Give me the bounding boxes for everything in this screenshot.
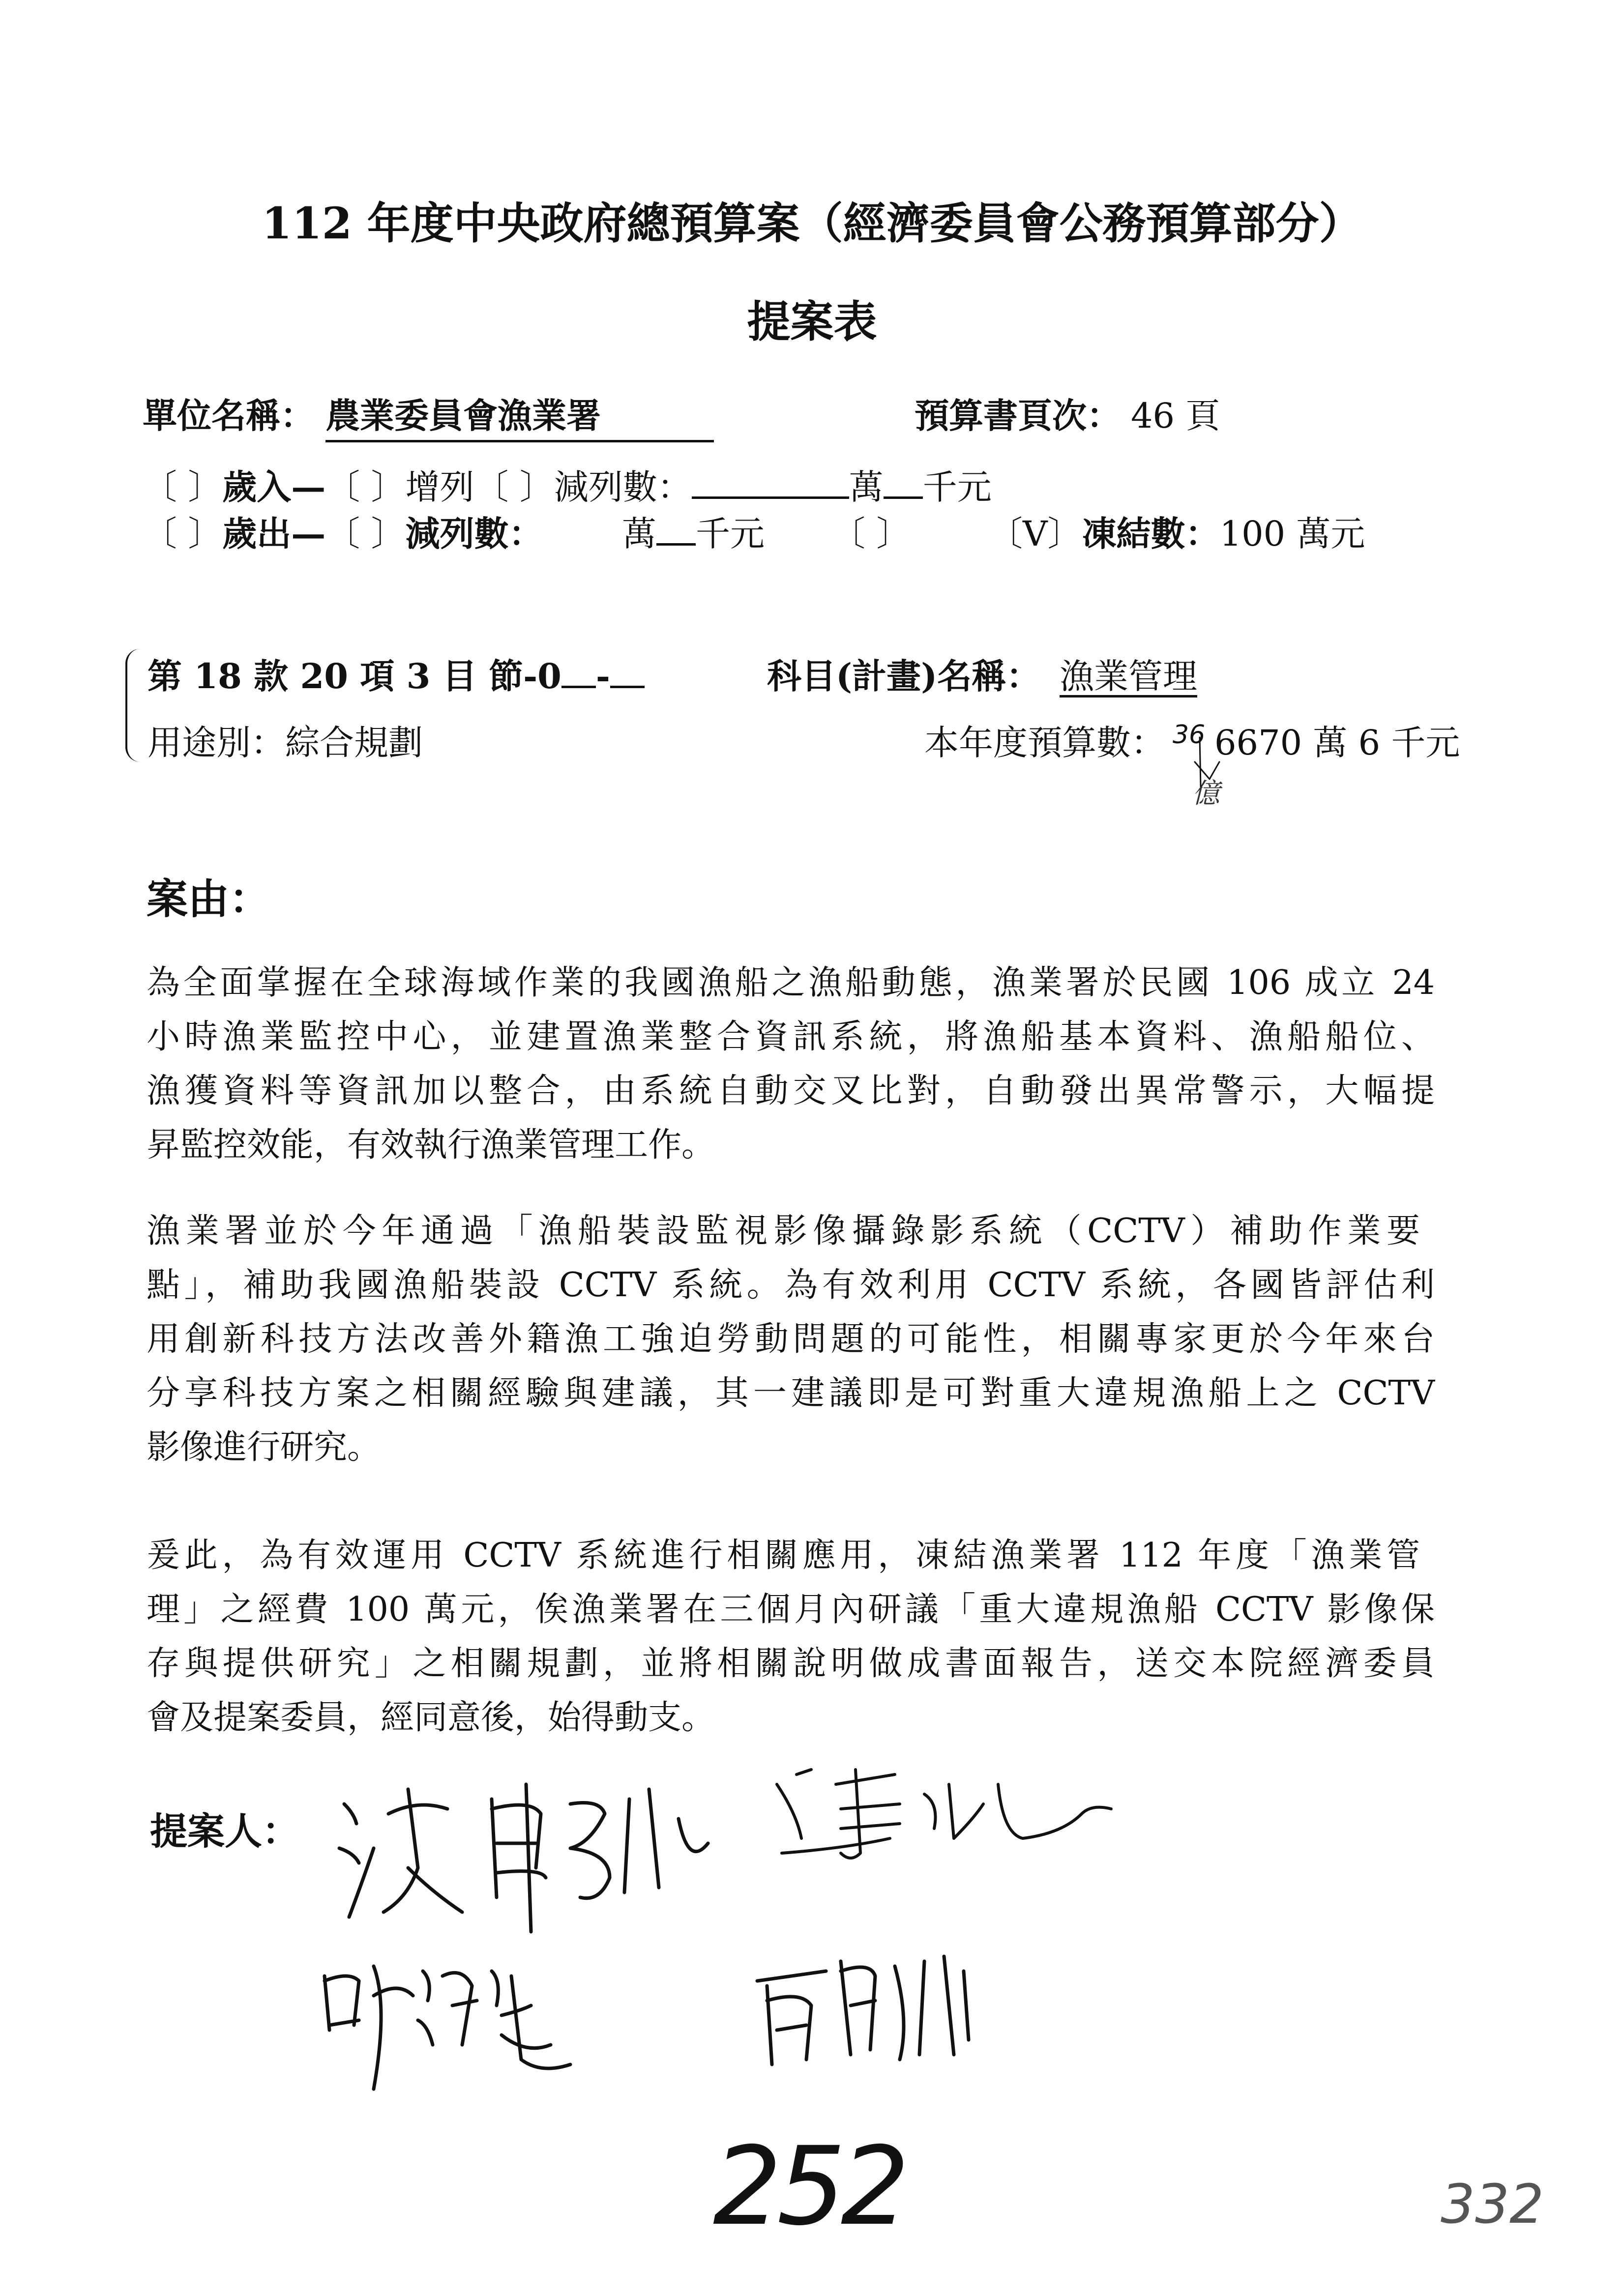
handwritten-page-number: 252 [713,2123,905,2249]
paragraph-line: 漁獲資料等資訊加以整合，由系統自動交叉比對，自動發出異常警示，大幅提 [147,1072,1435,1110]
budget-page-value: 46 頁 [1131,396,1220,436]
paragraph-line: 會及提案委員，經同意後，始得動支。 [147,1698,715,1737]
expense-wan-unit: 萬 [622,514,656,554]
section-dash: - [595,656,610,697]
paragraph-line: 理」之經費 100 萬元，俟漁業署在三個月內研議「重大違規漁船 CCTV 影像保 [147,1590,1435,1629]
revenue-increase-checkbox[interactable]: 〔 〕 [325,467,406,507]
expense-other-checkbox[interactable]: 〔 〕 [831,514,911,554]
expense-qian-unit: 千元 [696,514,765,554]
revenue-wan-blank[interactable] [692,496,849,499]
paragraph-line: 存與提供研究」之相關規劃，並將相關說明做成書面報告，送交本院經濟委員 [147,1644,1435,1683]
paragraph-line: 用創新科技方法改善外籍漁工強迫勞動問題的可能性，相關專家更於今年來台 [147,1320,1435,1359]
item-section [148,649,645,698]
paragraph-line: 漁業署並於今年通過「漁船裝設監視影像攝錄影系統（CCTV）補助作業要 [147,1212,1420,1250]
item-brace [125,649,142,762]
revenue-label: 歲入— [222,466,326,507]
freeze-value: 100 萬元 [1219,514,1365,554]
document-subtitle: 提案表 [747,296,877,347]
section-blank-1[interactable] [561,685,596,688]
freeze-checkbox[interactable]: 〔V〕 [988,514,1082,554]
budget-label: 本年度預算數： [924,723,1165,763]
revenue-decrease-label: 減列數： [554,467,692,507]
section-text: 第 18 款 20 項 3 目 節-0 [148,656,561,697]
usage-text: 用途別：綜合規劃 [148,723,423,763]
budget-page-label: 預算書頁次： [915,395,1121,436]
expense-decrease-label: 減列數： [405,513,543,554]
paragraph-line: 小時漁業監控中心，並建置漁業整合資訊系統，將漁船基本資料、漁船船位、 [147,1017,1435,1056]
budget-handwritten-correction: 36 [1173,720,1206,750]
revenue-qian-unit: 千元 [922,467,992,507]
subject-label: 科目(計畫)名稱： [767,656,1041,697]
paragraph-line: 為全面掌握在全球海域作業的我國漁船之漁船動態，漁業署於民國 106 成立 24 [147,963,1435,1002]
subject-value: 漁業管理 [1060,656,1197,697]
revenue-wan-unit: 萬 [849,467,884,507]
budget-handwritten-unit: 億 [1192,778,1220,810]
unit-name-label: 單位名稱： [143,395,315,436]
expense-checkbox[interactable]: 〔 〕 [143,514,223,554]
paragraph-line: 爰此，為有效運用 CCTV 系統進行相關應用，凍結漁業署 112 年度「漁業管 [147,1536,1420,1575]
paragraph-line: 點」，補助我國漁船裝設 CCTV 系統。為有效利用 CCTV 系統，各國皆評估利 [147,1266,1435,1305]
section-blank-2[interactable] [610,685,645,688]
handwritten-corner-number: 332 [1441,2173,1544,2236]
revenue-qian-blank[interactable] [884,496,923,499]
case-heading: 案由： [147,874,271,923]
paragraph-line: 影像進行研究。 [147,1428,381,1467]
revenue-row [143,460,992,509]
freeze-row [988,506,1365,556]
expense-row [143,506,543,556]
paragraph-line: 昇監控效能，有效執行漁業管理工作。 [147,1126,715,1164]
expense-amount [622,506,765,556]
signature-2 [767,1755,1111,1868]
paragraph-line: 分享科技方案之相關經驗與建議，其一建議即是可對重大違規漁船上之 CCTV [147,1374,1435,1413]
revenue-checkbox[interactable]: 〔 〕 [143,467,223,507]
signature-4 [747,1942,1023,2074]
unit-name-value: 農業委員會漁業署 [325,388,714,442]
handwritten-insert-mark [1190,732,1229,791]
revenue-decrease-checkbox[interactable]: 〔 〕 [474,467,554,507]
document-title: 112 年度中央政府總預算案（經濟委員會公務預算部分） [262,198,1362,249]
signature-3 [315,1947,590,2094]
expense-decrease-checkbox[interactable]: 〔 〕 [325,514,406,554]
freeze-label: 凍結數： [1082,513,1220,554]
revenue-increase-label: 增列 [405,467,474,507]
expense-qian-blank[interactable] [656,543,696,546]
proposer-label: 提案人： [150,1809,299,1853]
budget-value: 6670 萬 6 千元 [1214,723,1460,763]
signature-1 [334,1770,777,1932]
expense-label: 歲出— [222,513,326,554]
